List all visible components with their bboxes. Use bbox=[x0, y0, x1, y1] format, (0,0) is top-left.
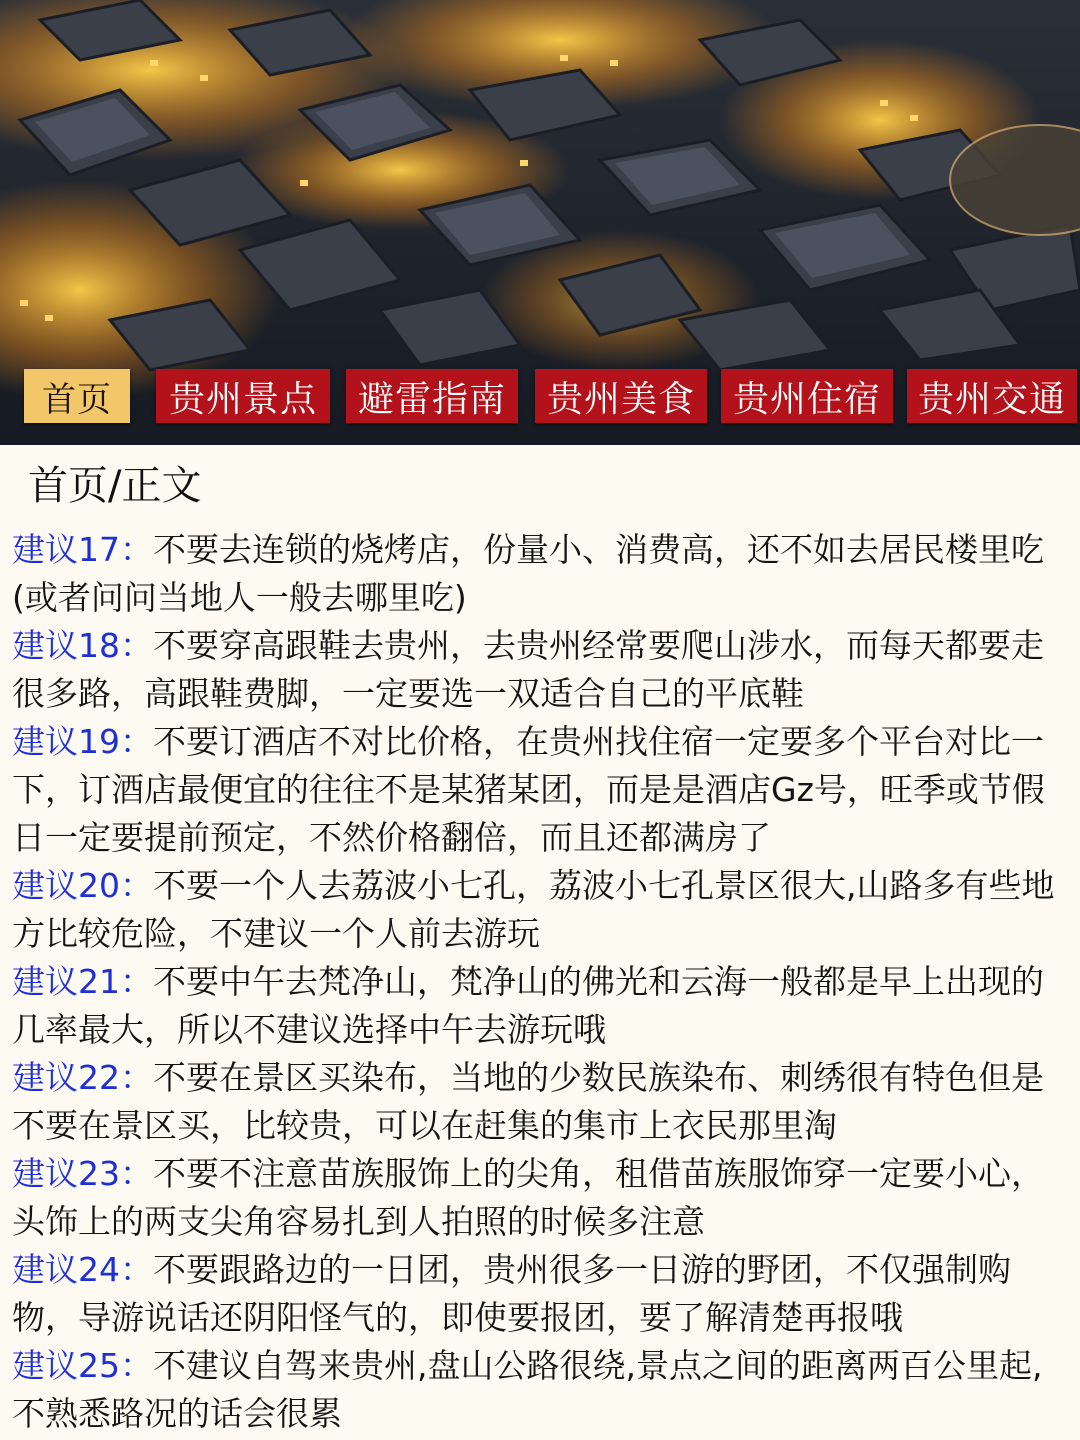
tip-text: 不建议自驾来贵州,盘山公路很绕,景点之间的距离两百公里起,不熟悉路况的话会很累 bbox=[12, 1346, 1043, 1433]
tip-label: 建议19： bbox=[12, 722, 153, 761]
article-body bbox=[12, 526, 1072, 1438]
tip-label: 建议18： bbox=[12, 626, 153, 665]
tip-text: 不要在景区买染布，当地的少数民族染布、刺绣很有特色但是不要在景区买，比较贵，可以在赶集的集市上衣民那里淘 bbox=[12, 1058, 1044, 1145]
tip-label: 建议21： bbox=[12, 962, 153, 1001]
tip-item bbox=[12, 1054, 1072, 1150]
tip-item bbox=[12, 1150, 1072, 1246]
nav-guizhou-lodging[interactable]: 贵州住宿 bbox=[721, 369, 893, 423]
tip-label: 建议22： bbox=[12, 1058, 153, 1097]
tip-item bbox=[12, 958, 1072, 1054]
tip-label: 建议23： bbox=[12, 1154, 153, 1193]
tip-text: 不要穿高跟鞋去贵州，去贵州经常要爬山涉水，而每天都要走很多路，高跟鞋费脚，一定要选一双适合自己的平底鞋 bbox=[12, 626, 1044, 713]
tip-text: 不要去连锁的烧烤店，份量小、消费高，还不如去居民楼里吃(或者问问当地人一般去哪里吃) bbox=[12, 530, 1044, 617]
tip-item bbox=[12, 1342, 1072, 1438]
tip-label: 建议20： bbox=[12, 866, 153, 905]
tip-label: 建议17： bbox=[12, 530, 153, 569]
tip-item bbox=[12, 718, 1072, 862]
nav-home[interactable]: 首页 bbox=[24, 369, 130, 423]
tip-text: 不要不注意苗族服饰上的尖角，租借苗族服饰穿一定要小心，头饰上的两支尖角容易扎到人拍照的时候多注意 bbox=[12, 1154, 1044, 1241]
tip-text: 不要一个人去荔波小七孔，荔波小七孔景区很大,山路多有些地方比较危险，不建议一个人前去游玩 bbox=[12, 866, 1055, 953]
tip-label: 建议24： bbox=[12, 1250, 153, 1289]
tip-item bbox=[12, 1246, 1072, 1342]
tip-item bbox=[12, 622, 1072, 718]
top-nav bbox=[0, 366, 1080, 426]
nav-guizhou-food[interactable]: 贵州美食 bbox=[535, 369, 707, 423]
nav-guizhou-transport[interactable]: 贵州交通 bbox=[907, 369, 1077, 423]
tip-text: 不要中午去梵净山，梵净山的佛光和云海一般都是早上出现的几率最大，所以不建议选择中午去游玩哦 bbox=[12, 962, 1044, 1049]
tip-text: 不要跟路边的一日团，贵州很多一日游的野团，不仅强制购物，导游说话还阴阳怪气的，即使要报团，要了解清楚再报哦 bbox=[12, 1250, 1011, 1337]
nav-guizhou-attractions[interactable]: 贵州景点 bbox=[156, 369, 330, 423]
tip-label: 建议25： bbox=[12, 1346, 153, 1385]
tip-item bbox=[12, 862, 1072, 958]
breadcrumb: 首页/正文 bbox=[28, 463, 202, 509]
tip-text: 不要订酒店不对比价格，在贵州找住宿一定要多个平台对比一下，订酒店最便宜的往往不是某猪某团，而是是酒店Gz号，旺季或节假日一定要提前预定，不然价格翻倍，而且还都满房了 bbox=[12, 722, 1045, 857]
tip-item bbox=[12, 526, 1072, 622]
nav-pitfall-guide[interactable]: 避雷指南 bbox=[346, 369, 518, 423]
